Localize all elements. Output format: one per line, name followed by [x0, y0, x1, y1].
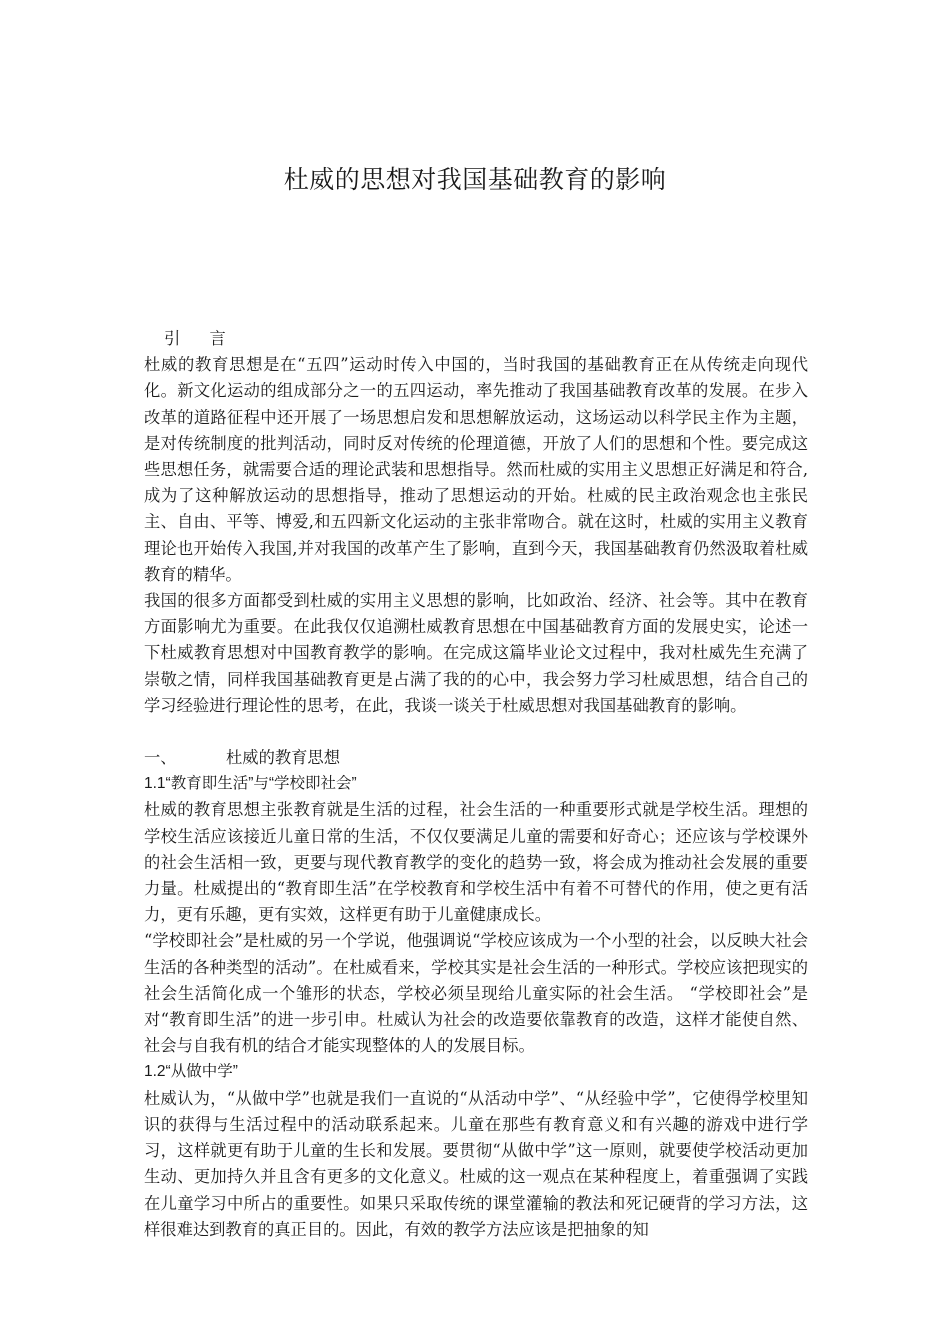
subsection-1-2-paragraph-1: 杜威认为，“从做中学”也就是我们一直说的“从活动中学”、“从经验中学”，它使得学校里知识的获得与生活过程中的活动联系起来。儿童在那些有教育意义和有兴趣的游戏中进行学习，这样就更有助于儿童的生长和发展。要贯彻“从做中学”这一原则，就要使学校活动更加生动、更加持久并且含有更多的文化意义。杜威的这一观点在某种程度上，着重强调了实践在儿童学习中所占的重要性。如果只采取传统的课堂灌输的教法和死记硬背的学习方法，这样很难达到教育的真正目的。因此，有效的教学方法应该是把抽象的知 — [144, 1088, 808, 1239]
document-body — [144, 326, 808, 1243]
section-1-number: 一、 — [144, 748, 177, 768]
intro-paragraph-1: 杜威的教育思想是在“五四”运动时传入中国的，当时我国的基础教育正在从传统走向现代化。新文化运动的组成部分之一的五四运动，率先推动了我国基础教育改革的发展。在步入改革的道路征程中还开展了一场思想启发和思想解放运动，这场运动以科学民主作为主题，是对传统制度的批判活动，同时反对传统的伦理道德，开放了人们的思想和个性。要完成这些思想任务，就需要合适的理论武装和思想指导。然而杜威的实用主义思想正好满足和符合,成为了这种解放运动的思想指导，推动了思想运动的开始。杜威的民主政治观念也主张民主、自由、平等、博爱,和五四新文化运动的主张非常吻合。就在这时，杜威的实用主义教育理论也开始传入我国,并对我国的改革产生了影响，直到今天，我国基础教育仍然汲取着杜威教育的精华。 — [144, 355, 808, 584]
blank-line — [144, 719, 808, 745]
document-title: 杜威的思想对我国基础教育的影响 — [283, 165, 667, 194]
intro-heading: 引 言 — [164, 329, 238, 348]
subsection-1-2-heading: 1.2“从做中学” — [144, 1063, 238, 1081]
section-1-heading — [144, 745, 808, 771]
subsection-1-1-paragraph-2: “学校即社会”是杜威的另一个学说，他强调说“学校应该成为一个小型的社会，以反映大社会生活的各种类型的活动”。在杜威看来，学校其实是社会生活的一种形式。学校应该把现实的社会生活简化成一个雏形的状态，学校必须呈现给儿童实际的社会生活。 “学校即社会”是对“教育即生活”的进一步引申。杜威认为社会的改造要依靠教育的改造，这样才能使自然、社会与自我有机的结合才能实现整体的人的发展目标。 — [144, 931, 808, 1056]
intro-paragraph-2: 我国的很多方面都受到杜威的实用主义思想的影响，比如政治、经济、社会等。其中在教育方面影响尤为重要。在此我仅仅追溯杜威教育思想在中国基础教育方面的发展史实，论述一下杜威教育思想对中国教育教学的影响。在完成这篇毕业论文过程中，我对杜威先生充满了崇敬之情，同样我国基础教育更是占满了我的的心中，我会努力学习杜威思想，结合自己的学习经验进行理论性的思考，在此，我谈一谈关于杜威思想对我国基础教育的影响。 — [144, 591, 808, 715]
subsection-1-1-paragraph-1: 杜威的教育思想主张教育就是生活的过程，社会生活的一种重要形式就是学校生活。理想的学校生活应该接近儿童日常的生活，不仅仅要满足儿童的需要和好奇心；还应该与学校课外的社会生活相一致，更要与现代教育教学的变化的趋势一致，将会成为推动社会发展的重要力量。杜威提出的“教育即生活”在学校教育和学校生活中有着不可替代的作用，使之更有活力，更有乐趣，更有实效，这样更有助于儿童健康成长。 — [144, 800, 808, 925]
subsection-1-1-heading: 1.1“教育即生活”与“学校即社会” — [144, 775, 357, 793]
section-1-title: 杜威的教育思想 — [226, 748, 340, 768]
